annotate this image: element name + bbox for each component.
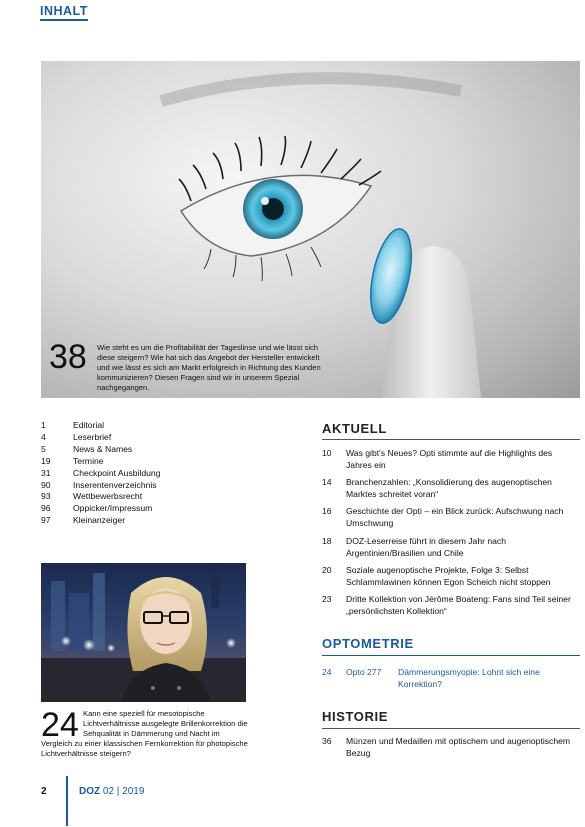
- toc-text: Soziale augenoptische Projekte, Folge 3: Selbst Schlammlawinen können Egon Scheich nicht stoppen: [346, 565, 551, 587]
- toc-title: Oppicker/Impressum: [73, 503, 153, 514]
- toc-item[interactable]: [322, 506, 580, 529]
- toc-page: 90: [41, 479, 51, 490]
- page-title: INHALT: [40, 4, 88, 18]
- footer-page-number: 2: [41, 786, 47, 797]
- toc-page: 93: [41, 491, 51, 502]
- hero-page-number: 38: [49, 338, 87, 376]
- toc-left-item[interactable]: [41, 432, 160, 444]
- toc-title: Leserbrief: [73, 431, 112, 442]
- toc-page: 5: [41, 443, 46, 454]
- toc-page: 14: [322, 477, 332, 487]
- toc-page: 16: [322, 506, 332, 516]
- section-divider: [322, 728, 580, 729]
- toc-page: 18: [322, 536, 332, 546]
- toc-left-item[interactable]: [41, 480, 160, 492]
- section-divider: [322, 439, 580, 440]
- toc-page: 36: [322, 736, 332, 746]
- toc-title: Wettbewerbsrecht: [73, 491, 143, 502]
- toc-title: Kleinanzeiger: [73, 515, 126, 526]
- toc-title: Termine: [73, 455, 104, 466]
- toc-left-item[interactable]: [41, 503, 160, 515]
- toc-item[interactable]: [322, 667, 580, 690]
- toc-left-item[interactable]: [41, 420, 160, 432]
- hero-image: [41, 61, 580, 398]
- toc-left-item[interactable]: [41, 468, 160, 480]
- section-title-optometrie: OPTOMETRIE: [322, 636, 414, 651]
- toc-left-item[interactable]: [41, 491, 160, 503]
- toc-item[interactable]: [322, 448, 580, 471]
- toc-page: 19: [41, 455, 51, 466]
- toc-label: Opto 277: [346, 667, 382, 677]
- photo-caption-body: Kann eine speziell für mesotopische Lichtverhältnisse ausgelegte Brillenkorrektion die Sehqualität in Dämmerung und Nacht im Vergleich zu einer klassischen Fernkorrektion für photopische Lichtverhältnisse steigern?: [41, 709, 248, 758]
- toc-page: 24: [322, 667, 332, 677]
- footer-divider: [66, 776, 68, 826]
- footer-magazine: DOZ: [79, 786, 101, 797]
- toc-page: 20: [322, 565, 332, 575]
- toc-title: Checkpoint Ausbildung: [73, 467, 161, 478]
- toc-left-item[interactable]: [41, 515, 160, 527]
- toc-text: DOZ-Leserreise führt in diesem Jahr nach Argentinien/Brasilien und Chile: [346, 536, 507, 558]
- toc-left-list: [41, 420, 160, 527]
- toc-item[interactable]: [322, 736, 580, 759]
- toc-page: 31: [41, 467, 51, 478]
- woman-glasses-photo: [41, 563, 246, 702]
- toc-text: Dämmerungsmyopie: Lohnt sich eine Korrektion?: [398, 667, 540, 689]
- section-title-aktuell: AKTUELL: [322, 421, 387, 436]
- toc-page: 10: [322, 448, 332, 458]
- toc-page: 1: [41, 420, 46, 430]
- toc-text: Branchenzahlen: „Konsolidierung des augenoptischen Marktes schreitet voran“: [346, 477, 552, 499]
- header-underline: [40, 19, 88, 21]
- toc-page: 96: [41, 503, 51, 514]
- toc-page: 4: [41, 431, 46, 442]
- photo-page-number: 24: [41, 706, 79, 744]
- section-divider: [322, 655, 580, 656]
- night-street-portrait-illustration: [41, 563, 246, 702]
- toc-text: Geschichte der Opti – ein Blick zurück: Aufschwung nach Umschwung: [346, 506, 564, 528]
- toc-page: 23: [322, 594, 332, 604]
- toc-item[interactable]: [322, 477, 580, 500]
- footer-issue: [79, 786, 144, 797]
- toc-title: News & Names: [73, 443, 133, 454]
- toc-title: Inserentenverzeichnis: [73, 479, 157, 490]
- toc-left-item[interactable]: [41, 444, 160, 456]
- toc-page: 97: [41, 515, 51, 526]
- hero-caption-text: Wie steht es um die Profitabilität der Tageslinse und wie lässt sich diese steigern? Wie hat sich das Angebot der Hersteller entwickelt und wie lässt es sich am Markt erfolgreich in Richtung des Kunden kommunizieren? Diesen Fragen sind wir in unserem Spezial nachgegangen.: [97, 343, 321, 392]
- footer-issue-date: 02 | 2019: [102, 786, 145, 797]
- toc-text: Was gibt's Neues? Opti stimmte auf die Highlights des Jahres ein: [346, 448, 553, 470]
- toc-item[interactable]: [322, 565, 580, 588]
- toc-text: Dritte Kollektion von Jérôme Boateng: Fans sind Teil seiner „persönlichsten Kollektion“: [346, 594, 571, 616]
- toc-item[interactable]: [322, 594, 580, 617]
- toc-title: Editorial: [73, 420, 105, 430]
- toc-item[interactable]: [322, 536, 580, 559]
- section-title-historie: HISTORIE: [322, 709, 388, 724]
- toc-left-item[interactable]: [41, 456, 160, 468]
- toc-text: Münzen und Medaillen mit optischem und augenoptischem Bezug: [346, 736, 571, 758]
